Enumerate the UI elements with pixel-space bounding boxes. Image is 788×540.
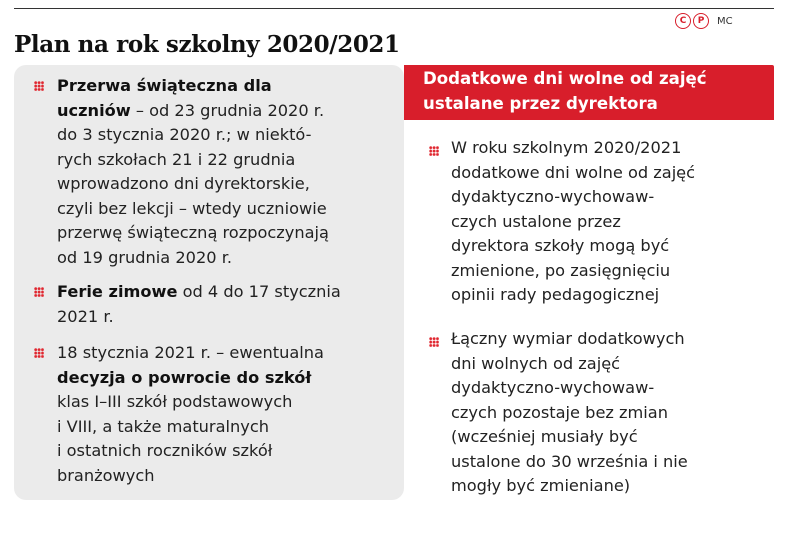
list-item: W roku szkolnym 2020/2021 dodatkowe dni wolne od zajęć dydaktyczno-wychowaw- czych ustalone przez dyrektora szkoły mogą być zmienione, po zasięgnięciu opinii rady pedagogicznej bbox=[451, 138, 696, 304]
author-credit: MC bbox=[717, 15, 733, 27]
bullet-dots-icon bbox=[34, 81, 44, 91]
bullet-dots-icon bbox=[34, 287, 44, 297]
bullet-dots-icon bbox=[429, 146, 439, 156]
list-item: Ferie zimowe od 4 do 17 stycznia 2021 r. bbox=[57, 282, 341, 326]
copyright-p-icon: P bbox=[693, 13, 709, 29]
list-item: Przerwa świąteczna dla uczniów – od 23 grudnia 2020 r. do 3 stycznia 2020 r.; w niektó- rych szkołach 21 i 22 grudnia wprowadzono dni dyrektorskie, czyli bez lekcji – wtedy uczniowie przerwę świąteczną rozpoczynają od 19 grudnia 2020 r. bbox=[57, 76, 329, 267]
list-item: 18 stycznia 2021 r. – ewentualna decyzja o powrocie do szkół klas I–III szkół podstawowych i VIII, a także maturalnych i ostatnich roczników szkół branżowych bbox=[57, 343, 324, 485]
page-title: Plan na rok szkolny 2020/2021 bbox=[14, 31, 400, 58]
copyright-c-icon: C bbox=[675, 13, 691, 29]
left-panel bbox=[14, 65, 404, 500]
right-section-header: Dodatkowe dni wolne od zajęć ustalane przez dyrektora bbox=[404, 65, 774, 120]
top-rule bbox=[14, 8, 774, 9]
bullet-dots-icon bbox=[34, 348, 44, 358]
bullet-dots-icon bbox=[429, 337, 439, 347]
list-item: Łączny wymiar dodatkowych dni wolnych od zajęć dydaktyczno-wychowaw- czych pozostaje bez zmian (wcześniej musiały być ustalone do 30 września i nie mogły być zmieniane) bbox=[451, 329, 688, 495]
copyright-mark bbox=[675, 12, 733, 30]
